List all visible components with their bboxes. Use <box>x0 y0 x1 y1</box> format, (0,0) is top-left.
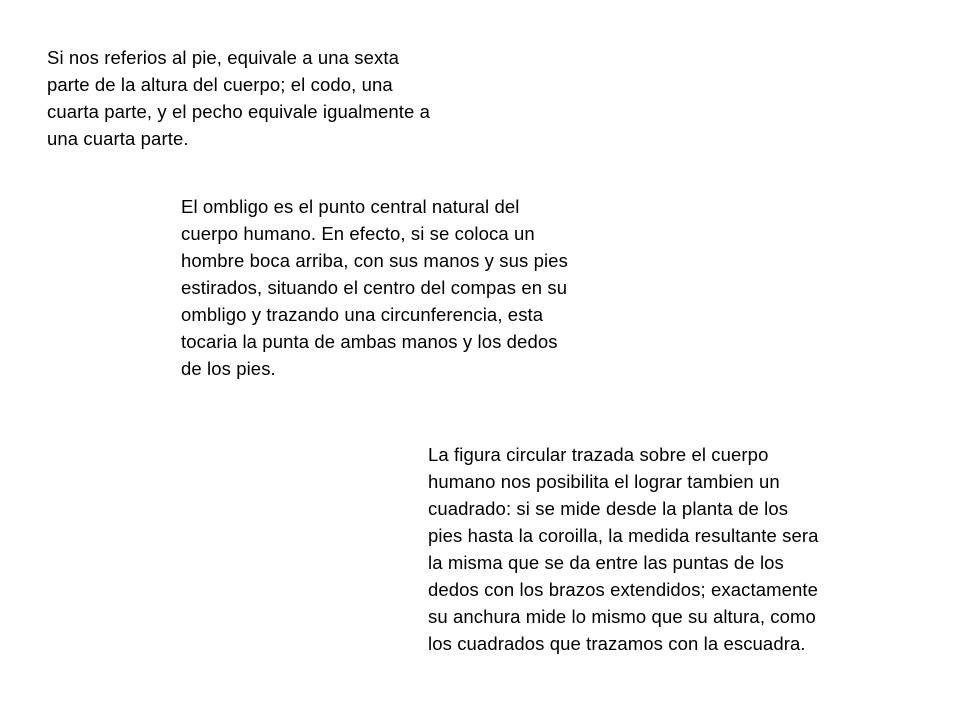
paragraph-foot-proportions: Si nos referios al pie, equivale a una sexta parte de la altura del cuerpo; el codo, una cuarta parte, y el pecho equivale igualmente a una cuarta parte. <box>47 47 431 149</box>
paragraph-circle-square: La figura circular trazada sobre el cuerpo humano nos posibilita el lograr tambien un cuadrado: si se mide desde la planta de los pies hasta la coroilla, la medida resultante sera la misma que se da entre las puntas de los dedos con los brazos extendidos; exactamente su anchura mide lo mismo que su altura, como los cuadrados que trazamos con la escuadra. <box>428 444 819 654</box>
paragraph-navel-center: El ombligo es el punto central natural del cuerpo humano. En efecto, si se coloca un hombre boca arriba, con sus manos y sus pies estirados, situando el centro del compas en su ombligo y trazando una circunferencia, esta tocaria la punta de ambas manos y los dedos de los pies. <box>181 196 568 379</box>
